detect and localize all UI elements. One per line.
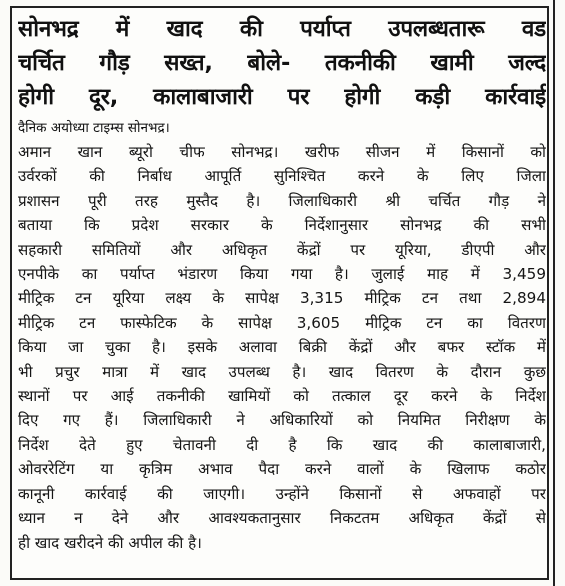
headline-line-2: चर्चित गौड़ सख्त, बोले- तकनीकी खामी जल्द	[18, 50, 546, 76]
article-headline	[18, 12, 546, 114]
body-line: अमान खान ब्यूरो चीफ सोनभद्र। खरीफ सीजन में किसानों को	[18, 143, 546, 161]
body-line: बताया कि प्रदेश सरकार के निर्देशानुसार सोनभद्र की सभी	[18, 216, 546, 235]
body-line: सहकारी समितियों और अधिकृत केंद्रों पर यूरिया, डीएपी और	[18, 240, 546, 259]
body-line: उर्वरकों की निर्बाध आपूर्ति सुनिश्चित करने के लिए जिला	[18, 167, 546, 186]
body-line: ओवररेटिंग या कृत्रिम अभाव पैदा करने वालों के खिलाफ कठोर	[18, 460, 546, 479]
article-dateline: दैनिक अयोध्या टाइम्स सोनभद्र।	[18, 120, 170, 136]
adjacent-column-edge	[553, 0, 563, 586]
headline-line-1: सोनभद्र में खाद की पर्याप्त उपलब्धतारू वड	[18, 16, 546, 42]
body-line: दिए गए हैं। जिलाधिकारी ने अधिकारियों को नियमित निरीक्षण के	[18, 411, 546, 430]
body-line: किया जा चुका है। इसके अलावा बिक्री केंद्रों और बफर स्टॉक में	[18, 338, 546, 357]
body-line: प्रशासन पूरी तरह मुस्तैद है। जिलाधिकारी श्री चर्चित गौड़ ने	[18, 191, 546, 210]
body-line: मीट्रिक टन यूरिया लक्ष्य के सापेक्ष 3,315 मीट्रिक टन तथा 2,894	[18, 289, 546, 308]
body-line: कानूनी कार्रवाई की जाएगी। उन्होंने किसानों से अफवाहों पर	[18, 484, 546, 503]
headline-line-3: होगी दूर, कालाबाजारी पर होगी कड़ी कार्रवाई	[18, 84, 546, 110]
body-line-last: ही खाद खरीदने की अपील की है।	[18, 533, 202, 552]
body-line: निर्देश देते हुए चेतावनी दी है कि खाद की कालाबाजारी,	[18, 435, 546, 454]
body-line: एनपीके का पर्याप्त भंडारण किया गया है। जुलाई माह में 3,459	[18, 265, 546, 284]
body-line: मीट्रिक टन फास्फेटिक के सापेक्ष 3,605 मीट्रिक टन का वितरण	[18, 313, 546, 332]
body-line: स्थानों पर आई तकनीकी खामियों को तत्काल दूर करने के निर्देश	[18, 387, 546, 406]
body-line: ध्यान न देने और आवश्यकतानुसार निकटतम अधिकृत केंद्रों से	[18, 509, 546, 528]
article-body	[18, 140, 546, 555]
body-line: भी प्रचुर मात्रा में खाद उपलब्ध है। खाद वितरण के दौरान कुछ	[18, 362, 546, 381]
